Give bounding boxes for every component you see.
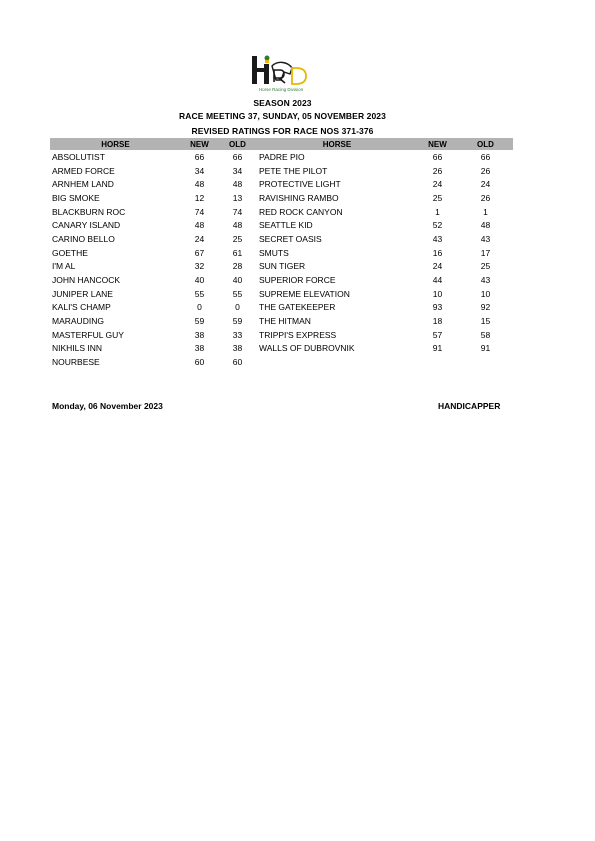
new-rating-cell: 34 [194,165,205,176]
old-rating-cell: 43 [480,275,491,286]
new-rating-cell: 74 [194,206,205,217]
horse-name-cell: CARINO BELLO [52,233,115,244]
new-rating-cell: 57 [432,329,443,340]
old-rating-cell: 25 [480,261,491,272]
table-row [50,177,513,191]
column-header-horse: HORSE [257,138,417,150]
new-rating-cell: 1 [435,206,440,217]
new-rating-cell: 66 [432,151,443,162]
old-rating-cell: 48 [232,179,243,190]
old-rating-cell: 26 [480,165,491,176]
table-row [50,164,513,178]
new-rating-cell: 0 [197,302,202,313]
new-rating-cell: 10 [432,288,443,299]
new-rating-cell: 38 [194,329,205,340]
old-rating-cell: 13 [232,192,243,203]
old-rating-cell: 10 [480,288,491,299]
horse-name-cell: RED ROCK CANYON [259,206,343,217]
new-rating-cell [417,355,458,369]
old-rating-cell: 48 [480,220,491,231]
horse-name-cell: SUN TIGER [259,261,306,272]
old-rating-cell: 34 [232,165,243,176]
old-rating-cell: 33 [232,329,243,340]
horse-name-cell: ARNHEM LAND [52,179,114,190]
horse-name-cell: SUPERIOR FORCE [259,275,336,286]
new-rating-cell: 12 [194,192,205,203]
old-rating-cell: 1 [483,206,488,217]
old-rating-cell: 74 [232,206,243,217]
new-rating-cell: 66 [194,151,205,162]
logo-caption: Horse Racing Division [258,87,304,92]
new-rating-cell: 48 [194,220,205,231]
horse-name-cell [257,355,417,369]
new-rating-cell: 24 [194,233,205,244]
column-header-new: NEW [181,138,218,150]
horse-name-cell: KALI'S CHAMP [52,302,111,313]
new-rating-cell: 24 [432,179,443,190]
old-rating-cell: 0 [235,302,240,313]
new-rating-cell: 16 [432,247,443,258]
table-row [50,314,513,328]
horse-name-cell: NOURBESE [52,357,100,368]
footer-date: Monday, 06 November 2023 [52,401,163,411]
footer-signature: HANDICAPPER [438,401,501,411]
old-rating-cell: 17 [480,247,491,258]
new-rating-cell: 24 [432,261,443,272]
old-rating-cell: 59 [232,316,243,327]
column-header-old: OLD [218,138,257,150]
ratings-table [50,138,513,369]
horse-name-cell: ABSOLUTIST [52,151,105,162]
table-row [50,328,513,342]
old-rating-cell: 61 [232,247,243,258]
new-rating-cell: 48 [194,179,205,190]
new-rating-cell: 55 [194,288,205,299]
horse-name-cell: JOHN HANCOCK [52,275,121,286]
column-header-new: NEW [417,138,458,150]
table-row [50,205,513,219]
table-row [50,273,513,287]
old-rating-cell: 92 [480,302,491,313]
horse-name-cell: PROTECTIVE LIGHT [259,179,341,190]
column-header-horse: HORSE [50,138,181,150]
horse-name-cell: THE GATEKEEPER [259,302,336,313]
horse-name-cell: BLACKBURN ROC [52,206,126,217]
season-heading: SEASON 2023 [253,98,312,108]
old-rating-cell: 66 [232,151,243,162]
horse-name-cell: I'M AL [52,261,76,272]
horse-name-cell: MASTERFUL GUY [52,329,124,340]
horse-name-cell: PADRE PIO [259,151,305,162]
table-row [50,260,513,274]
new-rating-cell: 40 [194,275,205,286]
old-rating-cell: 26 [480,192,491,203]
horse-name-cell: PETE THE PILOT [259,165,328,176]
horse-name-cell: TRIPPI'S EXPRESS [259,329,337,340]
new-rating-cell: 52 [432,220,443,231]
table-header-row [50,138,513,150]
new-rating-cell: 93 [432,302,443,313]
old-rating-cell [458,355,513,369]
table-row [50,342,513,356]
horse-name-cell: BIG SMOKE [52,192,100,203]
new-rating-cell: 60 [194,357,205,368]
table-row [50,150,513,164]
new-rating-cell: 25 [432,192,443,203]
horse-name-cell: NIKHILS INN [52,343,103,354]
new-rating-cell: 32 [194,261,205,272]
new-rating-cell: 67 [194,247,205,258]
new-rating-cell: 38 [194,343,205,354]
table-row [50,287,513,301]
new-rating-cell: 18 [432,316,443,327]
horse-name-cell: SEATTLE KID [259,220,313,231]
old-rating-cell: 60 [232,357,243,368]
horse-name-cell: RAVISHING RAMBO [259,192,339,203]
revised-ratings-heading: REVISED RATINGS FOR RACE NOS 371-376 [191,126,374,136]
horse-name-cell: SMUTS [259,247,289,258]
table-row [50,232,513,246]
old-rating-cell: 25 [232,233,243,244]
meeting-heading: RACE MEETING 37, SUNDAY, 05 NOVEMBER 2023 [179,111,386,121]
horse-name-cell: SECRET OASIS [259,233,322,244]
old-rating-cell: 28 [232,261,243,272]
horse-name-cell: JUNIPER LANE [52,288,113,299]
horse-name-cell: WALLS OF DUBROVNIK [259,343,355,354]
horse-name-cell: ARMED FORCE [52,165,115,176]
old-rating-cell: 58 [480,329,491,340]
table-row [50,301,513,315]
old-rating-cell: 43 [480,233,491,244]
new-rating-cell: 43 [432,233,443,244]
old-rating-cell: 91 [480,343,491,354]
new-rating-cell: 26 [432,165,443,176]
horse-name-cell: SUPREME ELEVATION [259,288,350,299]
table-row [50,191,513,205]
new-rating-cell: 44 [432,275,443,286]
horse-name-cell: CANARY ISLAND [52,220,121,231]
old-rating-cell: 15 [480,316,491,327]
horse-name-cell: GOETHE [52,247,88,258]
horse-name-cell: THE HITMAN [259,316,311,327]
table-row [50,218,513,232]
column-header-old: OLD [458,138,513,150]
old-rating-cell: 48 [232,220,243,231]
old-rating-cell: 40 [232,275,243,286]
old-rating-cell: 55 [232,288,243,299]
old-rating-cell: 38 [232,343,243,354]
new-rating-cell: 59 [194,316,205,327]
table-row [50,355,513,369]
old-rating-cell: 66 [480,151,491,162]
new-rating-cell: 91 [432,343,443,354]
table-row [50,246,513,260]
old-rating-cell: 24 [480,179,491,190]
horse-name-cell: MARAUDING [52,316,104,327]
